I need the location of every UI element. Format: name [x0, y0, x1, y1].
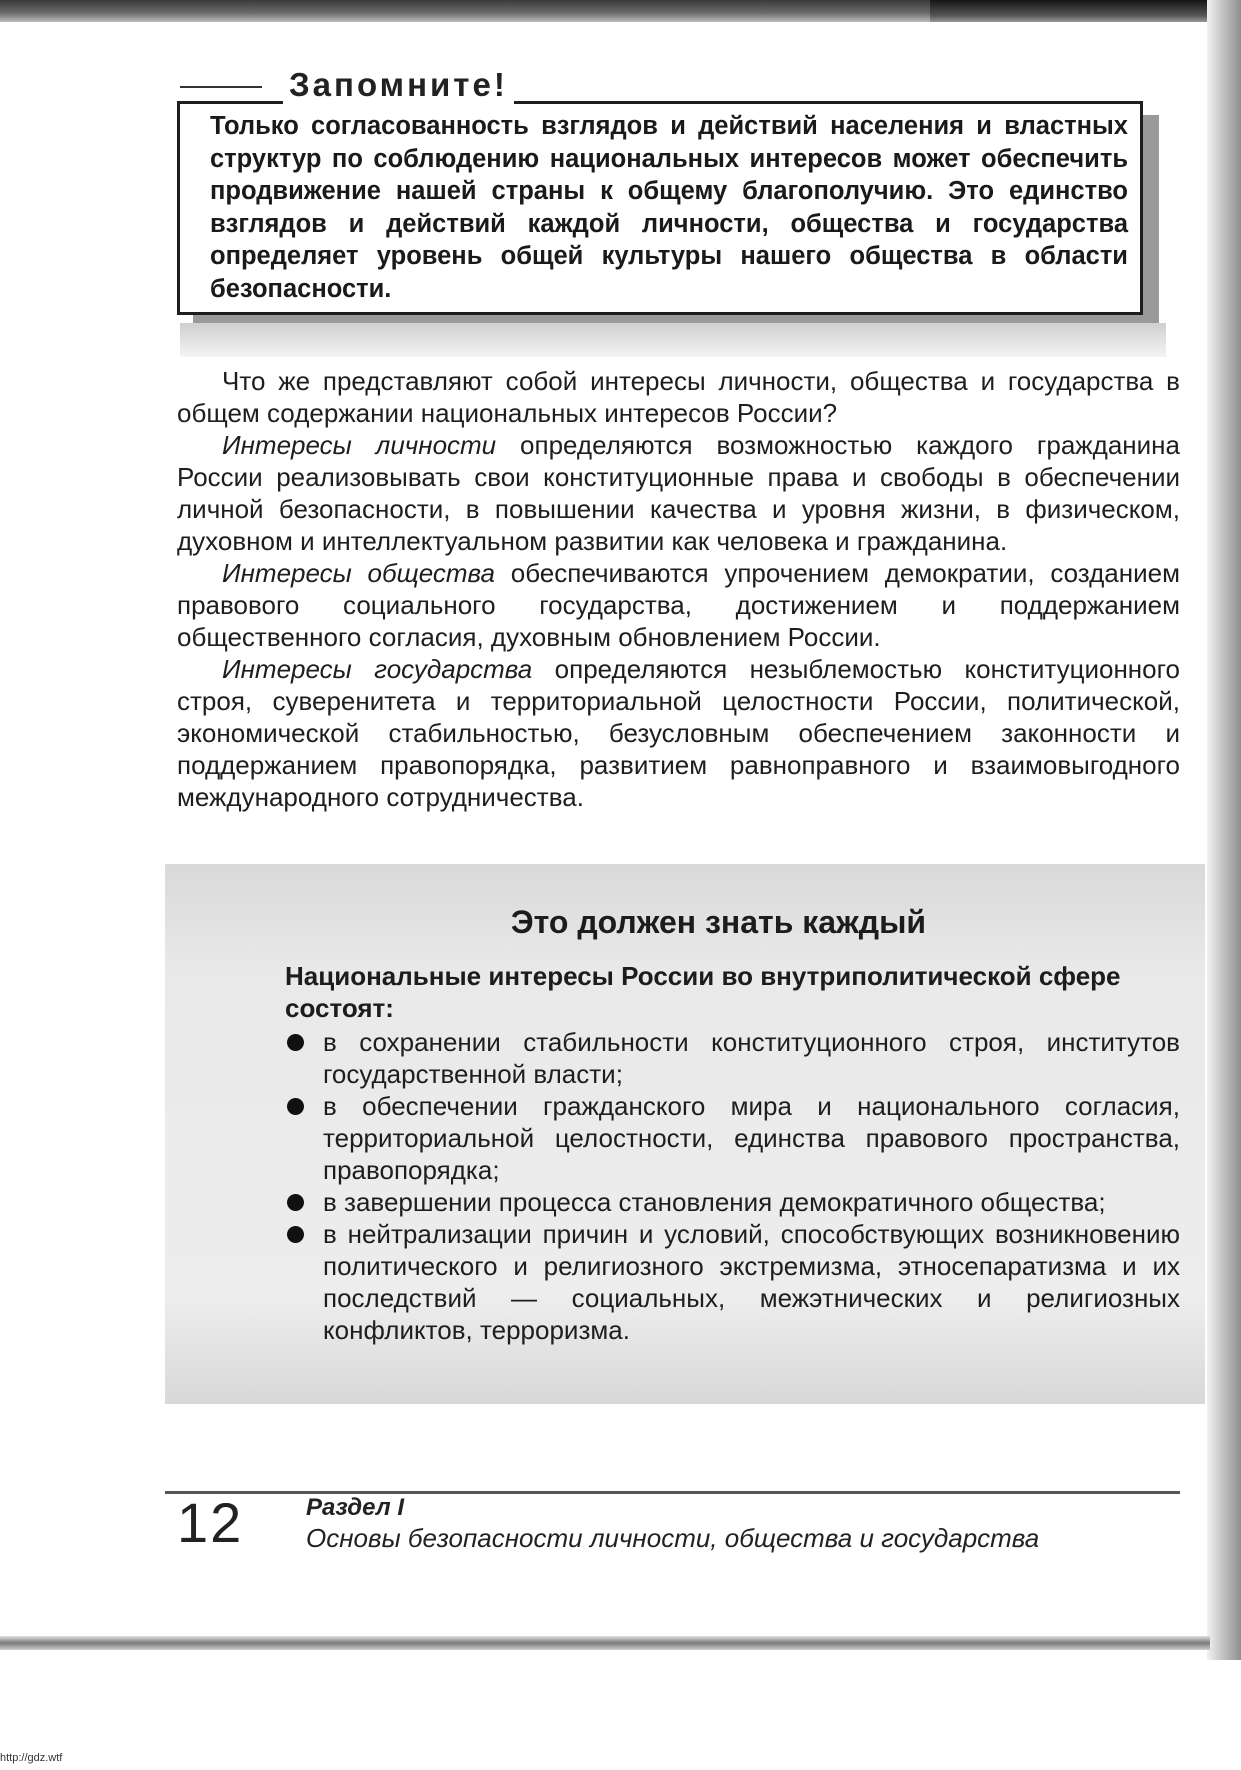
section-label: Раздел I — [306, 1494, 405, 1521]
must-know-heading: Это должен знать каждый — [510, 904, 927, 940]
main-text — [177, 365, 1180, 813]
list-item — [285, 1186, 1180, 1218]
bullet-icon — [287, 1034, 304, 1051]
section-title: Основы безопасности личности, общества и государства — [306, 1523, 1040, 1553]
must-know-subheading: Национальные интересы России во внутриполитической сфере состоят: — [285, 961, 1121, 1023]
must-know-list — [285, 1026, 1180, 1346]
remember-title: Запомните! — [283, 66, 514, 104]
watermark-link[interactable]: http://gdz.wtf — [0, 1752, 63, 1764]
paragraph-question: Что же представляют собой интересы личности, общества и государства в общем содержании национальных интересов России? — [177, 366, 1180, 428]
remember-text: Только согласованность взглядов и действий населения и властных структур по соблюдению национальных интересов может обеспечить продвижение нашей страны к общему благополучию. Это единство взглядов и действий каждой личности, общества и государства определяет уровень общей культуры нашего общества в области безопасности. — [210, 112, 1128, 303]
term-state-interests: Интересы государства — [222, 654, 533, 684]
list-item-text: в завершении процесса становления демократичного общества; — [323, 1187, 1106, 1217]
paragraph-state-interests — [177, 653, 1180, 813]
bullet-icon — [287, 1194, 304, 1211]
list-item-text: в обеспечении гражданского мира и национального согласия, территориальной целостности, единства правового пространства, правопорядка; — [323, 1091, 1180, 1185]
list-item-text: в сохранении стабильности конституционного строя, институтов государственной власти; — [323, 1027, 1180, 1089]
scan-top-edge-dark — [930, 0, 1241, 22]
remember-title-rule — [180, 86, 262, 88]
paragraph-society-interests-text: обеспечиваются упрочением демократии, созданием правового социального государства, достижением и поддержанием общественного согласия, духовным обновлением России. — [177, 558, 1180, 652]
paragraph-society-interests — [177, 557, 1180, 653]
list-item — [285, 1026, 1180, 1090]
paragraph-personal-interests — [177, 429, 1180, 557]
bullet-icon — [287, 1226, 304, 1243]
paragraph-personal-interests-text: определяются возможностью каждого гражданина России реализовывать свои конституционные права и свободы в обеспечении личной безопасности, в повышении качества и уровня жизни, в физическом, духовном и интеллектуальном развитии как человека и гражданина. — [177, 430, 1181, 556]
term-personal-interests: Интересы личности — [222, 430, 497, 460]
paragraph-state-interests-text: определяются незыблемостью конституционного строя, суверенитета и территориальной целостности России, политической, экономической стабильностью, безусловным обеспечением законности и поддержанием правопорядка, развитием равноправного и взаимовыгодного международного сотрудничества. — [177, 654, 1180, 812]
scan-bottom-edge — [0, 1636, 1210, 1650]
bullet-icon — [287, 1098, 304, 1115]
list-item-text: в нейтрализации причин и условий, способствующих возникновению политического и религиозного экстремизма, этносепаратизма и их последствий — социальных, межэтнических и религиозных конфликтов, терроризма. — [323, 1219, 1180, 1345]
list-item — [285, 1218, 1180, 1346]
bleed-through-band — [180, 323, 1166, 357]
list-item — [285, 1090, 1180, 1186]
scan-right-edge — [1207, 0, 1241, 1660]
term-society-interests: Интересы общества — [222, 558, 496, 588]
page-number: 12 — [177, 1491, 244, 1554]
